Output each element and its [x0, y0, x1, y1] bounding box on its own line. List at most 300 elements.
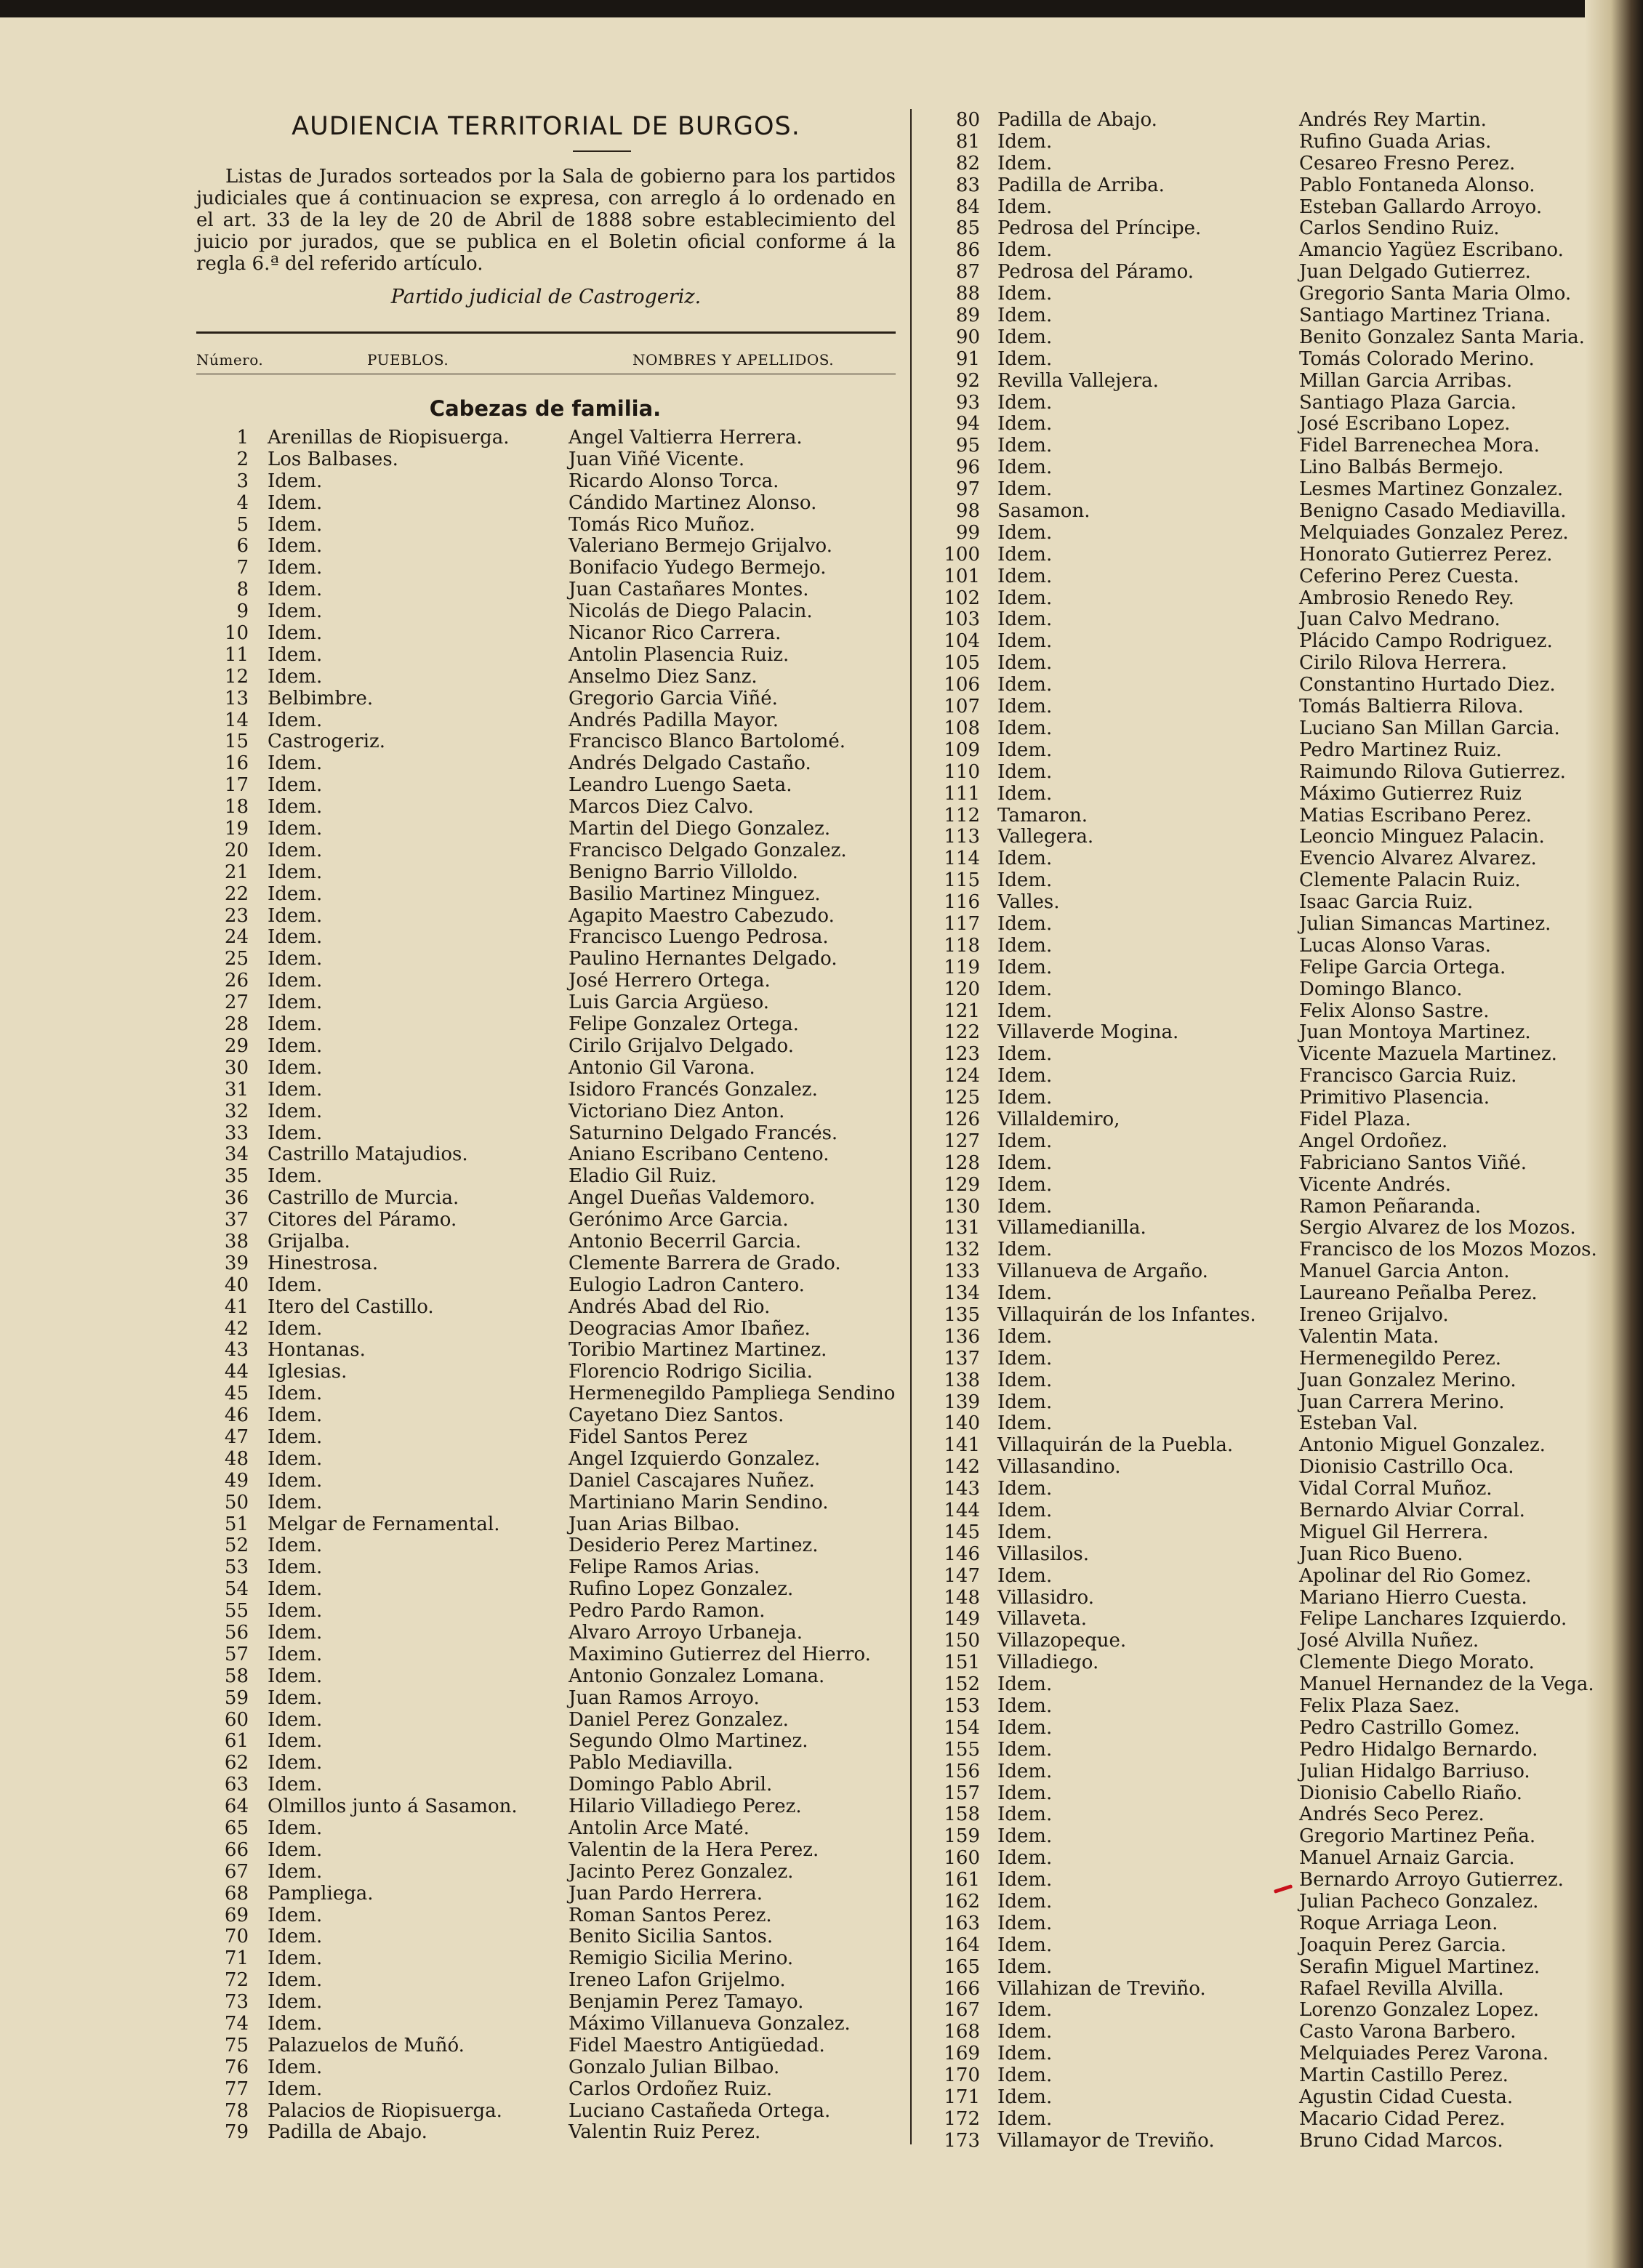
entry-number: 93: [955, 391, 980, 414]
entry-town: Idem.: [268, 1621, 323, 1644]
entry-town: Idem.: [268, 1600, 323, 1622]
entry-number: 54: [224, 1578, 249, 1601]
list-item: [917, 1065, 1594, 1087]
list-item: [196, 600, 901, 622]
entry-town: Idem.: [997, 760, 1053, 783]
list-item: [917, 1348, 1594, 1370]
entry-town: Idem.: [997, 1782, 1053, 1804]
entry-name: Tomás Colorado Merino.: [1299, 347, 1535, 370]
list-item: [917, 1608, 1594, 1630]
entry-town: Idem.: [997, 1825, 1053, 1848]
list-item: [196, 622, 901, 644]
entry-name: Antonio Gonzalez Lomana.: [569, 1665, 825, 1687]
entry-name: Vidal Corral Muñoz.: [1299, 1478, 1493, 1500]
list-item: [917, 1521, 1594, 1543]
entry-name: Raimundo Rilova Gutierrez.: [1299, 760, 1566, 783]
entry-number: 100: [944, 543, 980, 566]
list-item: [917, 608, 1594, 630]
entry-town: Padilla de Abajo.: [997, 109, 1157, 131]
entry-town: Idem.: [997, 1521, 1053, 1543]
entry-number: 88: [955, 283, 980, 305]
entry-number: 147: [944, 1564, 980, 1587]
entry-number: 39: [224, 1252, 249, 1274]
entry-town: Idem.: [997, 1695, 1053, 1718]
list-item: [196, 731, 901, 752]
entry-number: 169: [944, 2043, 980, 2065]
entry-number: 27: [224, 992, 249, 1014]
list-item: [196, 1231, 901, 1252]
entry-town: Idem.: [997, 912, 1053, 935]
entry-name: Maximino Gutierrez del Hierro.: [569, 1643, 871, 1665]
entry-name: Valentin de la Hera Perez.: [569, 1838, 819, 1861]
entry-number: 84: [955, 196, 980, 218]
partido-subtitle: Partido judicial de Castrogeriz.: [390, 286, 702, 308]
entry-number: 138: [944, 1369, 980, 1391]
entry-town: Idem.: [268, 1078, 323, 1101]
list-item: [917, 1717, 1594, 1739]
entry-town: Idem.: [268, 709, 323, 731]
list-item: [917, 1021, 1594, 1043]
entry-town: Idem.: [268, 1491, 323, 1513]
entry-name: Lesmes Martinez Gonzalez.: [1299, 478, 1564, 501]
list-item: [196, 1339, 901, 1361]
entry-town: Idem.: [268, 796, 323, 819]
entry-name: Ricardo Alonso Torca.: [569, 470, 779, 492]
list-item: [196, 1513, 901, 1535]
entry-name: Nicanor Rico Carrera.: [569, 622, 782, 645]
list-item: [196, 427, 901, 449]
entry-name: Matias Escribano Perez.: [1299, 804, 1532, 827]
entry-town: Idem.: [268, 1686, 323, 1709]
entry-number: 9: [236, 600, 249, 623]
entry-name: Saturnino Delgado Francés.: [569, 1122, 838, 1144]
list-item: [917, 1239, 1597, 1261]
entry-number: 5: [236, 513, 249, 536]
list-item: [917, 2021, 1594, 2043]
entry-number: 142: [944, 1456, 980, 1479]
entry-name: Aniano Escribano Centeno.: [569, 1143, 829, 1166]
list-item: [196, 644, 901, 666]
list-item: [917, 435, 1594, 457]
list-item: [196, 1404, 901, 1426]
entry-town: Idem.: [997, 2043, 1053, 2065]
entry-number: 162: [944, 1891, 980, 1913]
entry-number: 12: [224, 665, 249, 688]
entry-number: 95: [955, 435, 980, 457]
entry-number: 163: [944, 1912, 980, 1934]
entry-town: Idem.: [268, 1860, 323, 1883]
entry-name: Juan Calvo Medrano.: [1299, 608, 1501, 631]
entry-number: 63: [224, 1774, 249, 1796]
entry-town: Villazopeque.: [997, 1630, 1127, 1652]
entry-name: Isaac Garcia Ruiz.: [1299, 891, 1474, 914]
list-item: [917, 696, 1594, 717]
entry-number: 52: [224, 1535, 249, 1557]
entry-number: 60: [224, 1708, 249, 1731]
column-divider: [910, 109, 912, 2144]
entry-town: Idem.: [997, 1934, 1053, 1956]
entry-number: 66: [224, 1838, 249, 1861]
list-item: [917, 348, 1594, 370]
entry-number: 165: [944, 1955, 980, 1978]
entry-number: 119: [944, 956, 980, 978]
entry-name: Casto Varona Barbero.: [1299, 2021, 1517, 2043]
header-pueblos: PUEBLOS.: [367, 351, 449, 369]
entry-town: Idem.: [997, 1195, 1053, 1218]
entry-name: Melquiades Perez Varona.: [1299, 2043, 1549, 2065]
entry-name: Daniel Perez Gonzalez.: [569, 1708, 789, 1731]
list-item: [917, 869, 1594, 891]
entry-name: Juan Montoya Martinez.: [1299, 1021, 1531, 1044]
list-item: [917, 1999, 1594, 2021]
entry-town: Padilla de Abajo.: [268, 2121, 427, 2144]
entry-name: Roque Arriaga Leon.: [1299, 1912, 1498, 1934]
entry-number: 14: [224, 709, 249, 731]
entry-name: Cirilo Grijalvo Delgado.: [569, 1034, 794, 1057]
list-item: [917, 1217, 1594, 1239]
entry-number: 75: [224, 2034, 249, 2056]
entry-name: Manuel Garcia Anton.: [1299, 1260, 1510, 1283]
entry-number: 79: [224, 2121, 249, 2144]
entry-name: Gregorio Garcia Viñé.: [569, 687, 778, 709]
entry-town: Idem.: [268, 992, 323, 1014]
page-title: AUDIENCIA TERRITORIAL DE BURGOS.: [292, 112, 800, 141]
entry-name: Esteban Gallardo Arroyo.: [1299, 196, 1543, 218]
entry-town: Idem.: [997, 1803, 1053, 1826]
entry-number: 71: [224, 1947, 249, 1970]
list-item: [196, 1143, 901, 1165]
entry-town: Idem.: [268, 1578, 323, 1601]
entry-number: 25: [224, 948, 249, 970]
entry-town: Idem.: [997, 717, 1053, 739]
entry-name: Julian Hidalgo Barriuso.: [1299, 1760, 1530, 1782]
entry-town: Idem.: [997, 283, 1053, 305]
list-item: [917, 196, 1594, 218]
entry-name: Alvaro Arroyo Urbaneja.: [569, 1621, 803, 1644]
entry-town: Citores del Páramo.: [268, 1209, 457, 1231]
list-item: [917, 174, 1594, 196]
list-item: [917, 1130, 1594, 1152]
entry-town: Castrogeriz.: [268, 731, 386, 753]
entry-number: 48: [224, 1447, 249, 1470]
entry-name: Pedro Hidalgo Bernardo.: [1299, 1738, 1538, 1761]
list-item: [196, 1947, 901, 1969]
entry-number: 150: [944, 1630, 980, 1652]
entry-name: Agustin Cidad Cuesta.: [1299, 2086, 1514, 2109]
entry-name: Tomás Baltierra Rilova.: [1299, 696, 1524, 718]
entry-number: 154: [944, 1716, 980, 1739]
entry-name: Hermenegildo Perez.: [1299, 1347, 1501, 1370]
entry-number: 56: [224, 1621, 249, 1644]
list-item: [917, 2108, 1594, 2130]
list-item: [196, 883, 901, 905]
intro-line: regla 6.ª del referido artículo.: [196, 253, 483, 275]
entry-name: Sergio Alvarez de los Mozos.: [1299, 1217, 1576, 1239]
list-item: [196, 1665, 901, 1687]
entry-town: Iglesias.: [268, 1361, 348, 1383]
list-item: [196, 2078, 901, 2100]
entry-town: Idem.: [268, 774, 323, 797]
entry-name: Fabriciano Santos Viñé.: [1299, 1151, 1527, 1174]
entry-name: Luis Garcia Argüeso.: [569, 992, 770, 1014]
entry-number: 33: [224, 1122, 249, 1144]
entry-town: Idem.: [997, 1955, 1053, 1978]
list-item: [917, 1739, 1594, 1761]
entry-town: Idem.: [997, 1478, 1053, 1500]
list-item: [196, 1209, 901, 1231]
entry-number: 72: [224, 1969, 249, 1992]
entry-town: Idem.: [997, 435, 1053, 457]
entry-town: Villaldemiro,: [997, 1108, 1120, 1130]
entry-town: Padilla de Arriba.: [997, 174, 1165, 196]
entry-number: 36: [224, 1187, 249, 1210]
list-item: [917, 1456, 1594, 1478]
entry-town: Melgar de Fernamental.: [268, 1513, 500, 1535]
list-item: [196, 1774, 901, 1796]
entry-number: 69: [224, 1904, 249, 1926]
entry-town: Idem.: [268, 926, 323, 949]
entry-number: 107: [944, 696, 980, 718]
list-item: [196, 1252, 901, 1274]
entry-town: Idem.: [997, 1130, 1053, 1152]
entry-town: Idem.: [997, 652, 1053, 675]
entry-name: Antolin Arce Maté.: [569, 1817, 750, 1839]
list-item: [196, 1361, 901, 1383]
list-item: [196, 948, 901, 970]
entry-name: Eulogio Ladron Cantero.: [569, 1274, 805, 1296]
entry-town: Idem.: [997, 391, 1053, 414]
list-item: [196, 1013, 901, 1035]
list-item: [917, 153, 1594, 174]
entry-name: Lorenzo Gonzalez Lopez.: [1299, 1999, 1540, 2022]
list-item: [917, 283, 1594, 305]
entry-town: Los Balbases.: [268, 448, 398, 470]
entry-name: Julian Simancas Martinez.: [1299, 912, 1551, 935]
entry-town: Idem.: [268, 818, 323, 840]
list-item: [917, 1825, 1594, 1847]
entry-number: 22: [224, 882, 249, 905]
entry-town: Idem.: [268, 1947, 323, 1970]
list-item: [196, 840, 901, 861]
entry-number: 146: [944, 1543, 980, 1565]
entry-town: Idem.: [268, 643, 323, 666]
entry-town: Palacios de Riopisuerga.: [268, 2099, 502, 2122]
entry-town: Idem.: [268, 1165, 323, 1188]
entry-name: Clemente Palacin Ruiz.: [1299, 869, 1521, 892]
entry-number: 161: [944, 1869, 980, 1891]
list-item: [917, 1326, 1594, 1348]
list-item: [196, 1752, 901, 1774]
entry-name: Gonzalo Julian Bilbao.: [569, 2056, 780, 2078]
list-item: [917, 1847, 1594, 1869]
entry-number: 91: [955, 347, 980, 370]
entry-town: Idem.: [997, 1412, 1053, 1435]
list-item: [917, 544, 1594, 566]
entry-town: Idem.: [268, 513, 323, 536]
entry-number: 118: [944, 934, 980, 957]
entry-town: Idem.: [997, 1369, 1053, 1391]
entry-number: 34: [224, 1143, 249, 1166]
entry-town: Idem.: [268, 1404, 323, 1427]
entry-town: Villahizan de Treviño.: [997, 1977, 1206, 2000]
entry-number: 149: [944, 1608, 980, 1630]
entry-name: Francisco Garcia Ruiz.: [1299, 1065, 1517, 1087]
entry-number: 62: [224, 1752, 249, 1774]
entry-number: 82: [955, 152, 980, 174]
entry-town: Idem.: [997, 2086, 1053, 2109]
list-item: [196, 666, 901, 688]
entry-town: Idem.: [268, 1665, 323, 1687]
entry-number: 8: [236, 579, 249, 601]
entry-name: Cándido Martinez Alonso.: [569, 491, 817, 514]
entry-town: Hinestrosa.: [268, 1252, 379, 1274]
entry-number: 97: [955, 478, 980, 501]
entry-name: Honorato Gutierrez Perez.: [1299, 543, 1553, 566]
entry-number: 13: [224, 687, 249, 709]
list-item: [196, 818, 901, 840]
entry-town: Pedrosa del Páramo.: [997, 261, 1194, 284]
entry-number: 140: [944, 1412, 980, 1435]
entry-town: Idem.: [997, 130, 1053, 153]
list-item: [917, 587, 1594, 609]
entry-number: 137: [944, 1347, 980, 1370]
entry-name: Juan Carrera Merino.: [1299, 1391, 1505, 1413]
entry-town: Idem.: [268, 882, 323, 905]
list-item: [917, 1000, 1594, 1022]
entry-name: Fidel Santos Perez: [569, 1425, 747, 1448]
entry-name: Laureano Peñalba Perez.: [1299, 1282, 1538, 1305]
entry-town: Idem.: [997, 2064, 1053, 2087]
entry-name: Serafin Miguel Martinez.: [1299, 1955, 1540, 1978]
list-item: [196, 557, 901, 579]
entry-name: Benigno Casado Mediavilla.: [1299, 500, 1567, 523]
list-item: [196, 905, 901, 927]
entry-number: 31: [224, 1078, 249, 1101]
entry-number: 2: [236, 448, 249, 470]
entry-number: 1: [236, 427, 249, 449]
entry-name: Leoncio Minguez Palacin.: [1299, 826, 1545, 848]
entry-number: 129: [944, 1173, 980, 1196]
entry-town: Idem.: [997, 2021, 1053, 2043]
entry-town: Idem.: [268, 1969, 323, 1992]
entry-name: Benito Gonzalez Santa Maria.: [1299, 326, 1585, 348]
list-item: [196, 1448, 901, 1470]
entry-town: Belbimbre.: [268, 687, 374, 709]
entry-name: Pedro Castrillo Gomez.: [1299, 1716, 1520, 1739]
list-item: [196, 1622, 901, 1644]
entry-town: Idem.: [997, 543, 1053, 566]
list-item: [917, 1174, 1594, 1196]
entry-name: Constantino Hurtado Diez.: [1299, 674, 1556, 696]
entry-number: 141: [944, 1434, 980, 1457]
entry-town: Idem.: [997, 1173, 1053, 1196]
entry-town: Idem.: [997, 1151, 1053, 1174]
entry-number: 85: [955, 217, 980, 240]
entry-name: Clemente Diego Morato.: [1299, 1652, 1535, 1674]
entry-name: Francisco de los Mozos Mozos.: [1299, 1239, 1597, 1261]
entry-town: Idem.: [997, 674, 1053, 696]
entry-number: 123: [944, 1043, 980, 1066]
list-item: [917, 1304, 1594, 1326]
list-item: [917, 1956, 1594, 1978]
entry-name: Martin Castillo Perez.: [1299, 2064, 1509, 2087]
entry-name: Bernardo Alviar Corral.: [1299, 1500, 1525, 1521]
entry-name: Macario Cidad Perez.: [1299, 2107, 1506, 2130]
entry-town: Idem.: [997, 1912, 1053, 1934]
entry-name: Dionisio Cabello Riaño.: [1299, 1782, 1523, 1804]
entry-number: 164: [944, 1934, 980, 1956]
entry-name: Carlos Ordoñez Ruiz.: [569, 2078, 773, 2100]
header-numero: Número.: [196, 351, 264, 369]
entry-name: Andrés Delgado Castaño.: [569, 752, 811, 775]
entry-number: 168: [944, 2021, 980, 2043]
entry-town: Idem.: [997, 869, 1053, 892]
list-item: [196, 1969, 901, 1991]
entry-number: 49: [224, 1469, 249, 1492]
entry-town: Idem.: [997, 630, 1053, 653]
entry-number: 65: [224, 1817, 249, 1839]
entry-number: 114: [944, 848, 980, 870]
list-item: [196, 1578, 901, 1600]
entry-town: Idem.: [997, 1891, 1053, 1913]
entry-town: Itero del Castillo.: [268, 1295, 434, 1318]
entry-number: 30: [224, 1056, 249, 1079]
list-item: [196, 1318, 901, 1340]
entry-name: Antonio Becerril Garcia.: [569, 1230, 802, 1252]
entry-name: Gregorio Martinez Peña.: [1299, 1825, 1536, 1848]
entry-number: 67: [224, 1860, 249, 1883]
intro-line: el art. 33 de la ley de 20 de Abril de 1888 sobre establecimiento del: [196, 209, 896, 231]
entry-name: Luciano San Millan Garcia.: [1299, 717, 1560, 739]
entry-name: Juan Ramos Arroyo.: [569, 1686, 760, 1709]
entry-number: 139: [944, 1391, 980, 1413]
list-item: [917, 805, 1594, 827]
entry-number: 134: [944, 1282, 980, 1305]
entry-name: Florencio Rodrigo Sicilia.: [569, 1361, 813, 1383]
list-item: [917, 1891, 1594, 1913]
list-item: [917, 913, 1594, 935]
entry-number: 115: [944, 869, 980, 892]
entry-town: Idem.: [997, 239, 1053, 262]
entry-number: 50: [224, 1491, 249, 1513]
entry-town: Idem.: [997, 1564, 1053, 1587]
entry-town: Idem.: [997, 1869, 1053, 1891]
entry-number: 155: [944, 1738, 980, 1761]
entry-name: Felipe Garcia Ortega.: [1299, 956, 1506, 978]
list-item: [196, 492, 901, 514]
entry-name: Pablo Mediavilla.: [569, 1752, 734, 1774]
entry-town: Idem.: [997, 1239, 1053, 1261]
entry-name: Juan Arias Bilbao.: [569, 1513, 740, 1535]
entry-number: 96: [955, 457, 980, 479]
entry-town: Idem.: [268, 1274, 323, 1296]
entry-name: Remigio Sicilia Merino.: [569, 1947, 794, 1970]
list-item: [917, 1978, 1594, 2000]
entry-number: 7: [236, 557, 249, 579]
list-item: [917, 261, 1594, 283]
list-item: [196, 1991, 901, 2013]
entry-town: Idem.: [997, 1738, 1053, 1761]
entry-name: Felipe Lanchares Izquierdo.: [1299, 1608, 1567, 1630]
list-item: [917, 1652, 1594, 1673]
entry-number: 135: [944, 1303, 980, 1326]
entry-number: 110: [944, 760, 980, 783]
entry-town: Valles.: [997, 891, 1060, 914]
entry-name: Basilio Martinez Minguez.: [569, 882, 821, 905]
entry-town: Idem.: [997, 1391, 1053, 1413]
entry-name: Evencio Alvarez Alvarez.: [1299, 848, 1537, 870]
entry-name: Luciano Castañeda Ortega.: [569, 2099, 831, 2122]
